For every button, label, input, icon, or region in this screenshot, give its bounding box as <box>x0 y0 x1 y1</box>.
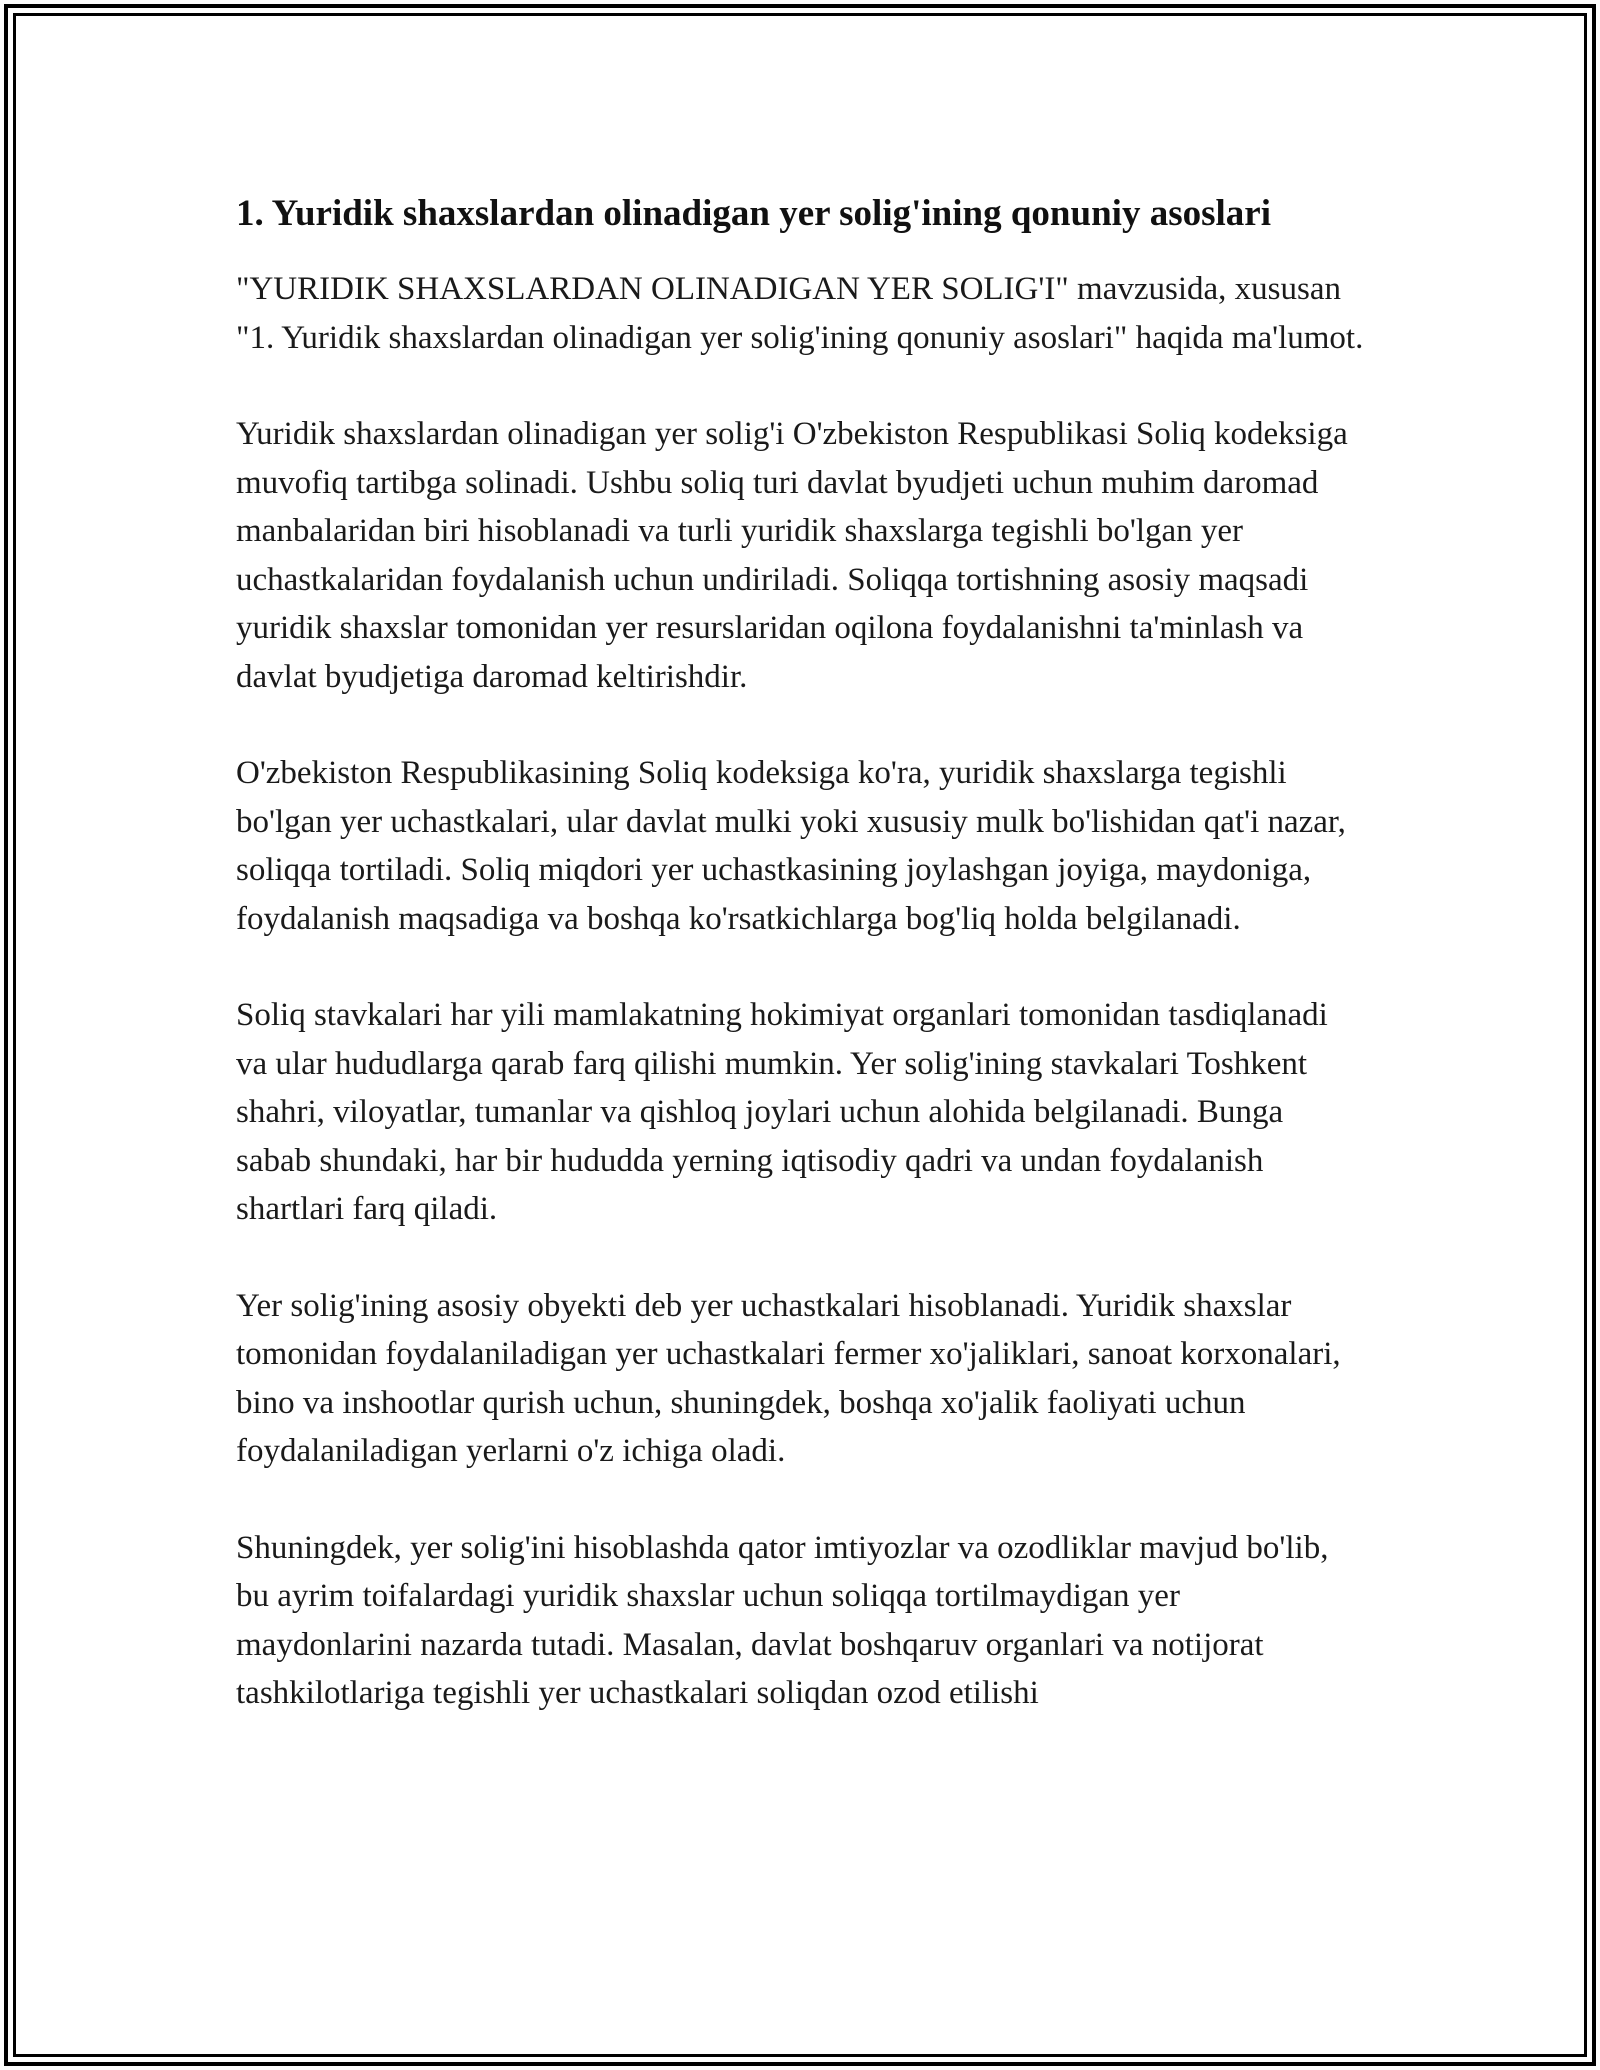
intro-paragraph: "YURIDIK SHAXSLARDAN OLINADIGAN YER SOLIG'I" mavzusida, xususan "1. Yuridik shaxslardan olinadigan yer solig'ining qonuniy asoslari" haqida ma'lumot. <box>236 271 1364 356</box>
document-body <box>236 186 1364 1718</box>
paragraph-tax-object: Yer solig'ining asosiy obyekti deb yer uchastkalari hisoblanadi. Yuridik shaxslar tomonidan foydalaniladigan yer uchastkalari fermer xo'jaliklari, sanoat korxonalari, bino va inshootlar qurish uchun, shuningdek, boshqa xo'jalik faoliyati uchun foydalaniladigan yerlarni o'z ichiga oladi. <box>236 1287 1341 1469</box>
paragraph-tax-rates: Soliq stavkalari har yili mamlakatning hokimiyat organlari tomonidan tasdiqlanadi va ular hududlarga qarab farq qilishi mumkin. Yer solig'ining stavkalari Toshkent shahri, viloyatlar, tumanlar va qishloq joylari uchun alohida belgilanadi. Bunga sabab shundaki, har bir hududda yerning iqtisodiy qadri va undan foydalanish shartlari farq qiladi. <box>236 997 1328 1227</box>
paragraph-exemptions: Shuningdek, yer solig'ini hisoblashda qator imtiyozlar va ozodliklar mavjud bo'lib, bu ayrim toifalardagi yuridik shaxslar uchun soliqqa tortilmaydigan yer maydonlarini nazarda tutadi. Masalan, davlat boshqaruv organlari va notijorat tashkilotlariga tegishli yer uchastkalari soliqdan ozod etilishi <box>236 1529 1329 1711</box>
paragraph-legal-basis: Yuridik shaxslardan olinadigan yer solig'i O'zbekiston Respublikasi Soliq kodeksiga muvofiq tartibga solinadi. Ushbu soliq turi davlat byudjeti uchun muhim daromad manbalaridan biri hisoblanadi va turli yuridik shaxslarga tegishli bo'lgan yer uchastkalaridan foydalanish uchun undiriladi. Soliqqa tortishning asosiy maqsadi yuridik shaxslar tomonidan yer resurslaridan oqilona foydalanishni ta'minlash va davlat byudjetiga daromad keltirishdir. <box>236 416 1348 695</box>
section-heading: 1. Yuridik shaxslardan olinadigan yer solig'ining qonuniy asoslari <box>236 193 1271 234</box>
paragraph-tax-code: O'zbekiston Respublikasining Soliq kodeksiga ko'ra, yuridik shaxslarga tegishli bo'lgan yer uchastkalari, ular davlat mulki yoki xususiy mulk bo'lishidan qat'i nazar, soliqqa tortiladi. Soliq miqdori yer uchastkasining joylashgan joyiga, maydoniga, foydalanish maqsadiga va boshqa ko'rsatkichlarga bog'liq holda belgilanadi. <box>236 755 1346 937</box>
